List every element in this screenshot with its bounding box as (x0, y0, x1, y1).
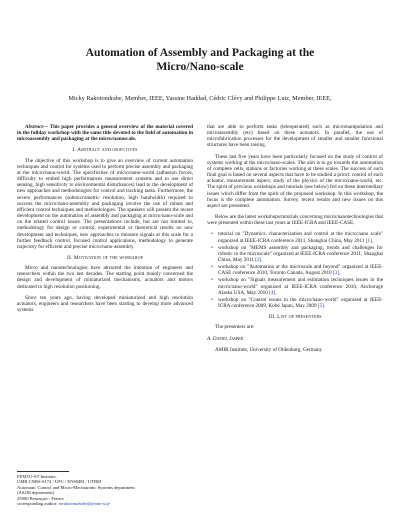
workshop-list-item: • workshop on "Signals measurement and estimation techniques issues in the micro/nano-world" organized at IEEE-ICRA conference 2010, Anchorage Alaska USA, May 2010 [4], (211, 277, 383, 296)
bullet-icon: • (211, 244, 213, 251)
title-line-2: Micro/Nano-scale (156, 60, 244, 73)
presenter-name: Daniel Jasper (212, 335, 243, 342)
presenter-entry (207, 336, 383, 342)
workshop-list (207, 231, 383, 309)
section1-paragraph: The objective of this workshop is to give an overview of current automation techniques and control for systems used to perform precise assembly and packaging at the micro/nano-world. The specificities of micro/nano-world (adhesion forces, difficulty to embed high performances measurement systems and to use direct sensing, high sensitivity to environmental disturbances) lead to the development of new approaches and methodologies for control and tracking tasks. Furthermore, the severe performances (submicrometric resolution, high bandwidth) required to success the micro/nano-assembly and packaging involve the use of robust and efficient control techniques and methodologies. The speakers will present the recent development on the automation of assembly and packaging at micro/nano-scale and on the related control issues. The presentations include, but are not limited to, methodology for design or control, experimental or theoretical results on new development and techniques, new approaches to measure signals at this scale for a further feedback control, focused control applications, methodology to generate trajectory for efficient and precise micro/nano-assembly. (17, 157, 193, 250)
bullet-icon: • (211, 296, 213, 303)
affiliation-footnote (17, 471, 193, 506)
left-column (17, 124, 193, 318)
section2-paragraph-1: Micro and nanotechnologies have attracted the intention of engineers and researchers within the two last decades. The starting point mainly concerned the design and development of miniaturized mechanisms, actuators and motors dedicated to high resolution positioning. (17, 265, 193, 290)
bullet-icon: • (211, 277, 213, 284)
abstract-text: — This paper provides a general overview of the material covered in the fullday workshop with the same title devoted to the field of automation in microassembly and packaging at the micro/nanoscale. (17, 124, 193, 143)
bullet-icon: • (211, 231, 213, 238)
footnote-line: 25000 Besançon - France (17, 495, 64, 501)
citation-link[interactable]: [5] (317, 303, 324, 310)
abstract (17, 124, 193, 142)
author-email-link[interactable]: mrakotondrabe@femto-st.fr (58, 501, 111, 507)
presenters-intro: The presenters are: (215, 324, 255, 331)
citation-link[interactable]: [4] (269, 289, 276, 296)
section2-paragraph-2: Since ten years ago, having developed miniaturized and high resolution actuators, engineers and researchers have been starting to develop more advanced systems (17, 294, 193, 314)
section-heading-3: III. List of presenters (268, 314, 322, 321)
footnote-line: UMR CNRS-6174 / UFC / ENSMM / UTBM (17, 479, 102, 485)
workshop-list-item: • workshop on "Control issues in the micro/nano-world" organized at IEEE-ICRA conference 2009, Kobé Japan, May 2009 [5]. (211, 296, 383, 310)
citation-link[interactable]: [1] (365, 237, 372, 244)
abstract-label: Abstract (25, 124, 43, 130)
citation-link[interactable]: [2] (255, 256, 262, 263)
right-paragraph-3: Below are the latest workshops/tutorials concerning micro/nanotechnologies that were presented within these last years at IEEE-ICRA and IEEE-CASE. (207, 214, 383, 227)
presenter-affiliation: AMIR Institute, University of Oldenburg, Germany (215, 346, 323, 353)
presenter-label: A. (207, 335, 213, 342)
section-heading-2: II. Motivation of the workshop (67, 254, 143, 261)
footnote-rule (17, 471, 69, 472)
paper-title (0, 46, 400, 74)
workshop-list-item: • workshop on "Automation at the microscale and beyond" organized at IEEE-CASE conference 2010, Toronto Canada, August 2010 [3], (211, 264, 383, 277)
right-paragraph-1: that are able to perform tasks (teleoperated) such as micromanipulation and microassembly (etc) based on these actuators. In parallel, the use of microfabrication processes for the development of smaller and smaller functional structures have been raising. (207, 124, 383, 149)
workshop-list-item: • workshop on "MEMS assembly and packaging: trends and challenges for robotic in the microscale" organized at IEEE-ICRA conference 2011, Shanghai China, May 2011 [2], (211, 244, 383, 263)
footnote-line: FEMTO-ST Institute, (17, 474, 57, 479)
right-column (207, 124, 383, 358)
author-list: Micky Rakotondrabe, Member, IEEE, Yassine Haddad, Cédric Clévy and Philippe Lutz, Member, IEEE, (68, 95, 332, 102)
workshop-list-item: • tutorial on "Dynamics, characterization and control at the micro/nano scale" organized at IEEE-ICRA conference 2011, Shanghai China, May 2011 [1], (211, 231, 383, 244)
section-heading-1: I. Abstract and objectives (72, 147, 138, 154)
footnote-contact (17, 501, 193, 506)
citation-link[interactable]: [3] (332, 270, 340, 277)
footnote-line: (AS2M department) (17, 490, 55, 496)
footnote-line: Automatic Control and Micro-Mechatronic Systems department (17, 484, 135, 490)
right-paragraph-2: These last five years have been particularly focused on the study of control of systems working at the micro/nano-scales. The aim is to go towards the automation of complete cells, stations or factories working at these scales. The success of such final goal is based on several aspects that have to be studied a priori: control of each actuator, measurement aspect, study of the physics of the micro/nano-world, etc. The spirit of previous workshops and tutorials (see below) fed on these intermediary issues which differ from the spirit of the proposed workshop. In this workshop, the focus is the complete automation. Survey, recent results and new issues on this aspect are presented. (207, 153, 383, 209)
title-line-1: Automation of Assembly and Packaging at the (85, 46, 315, 59)
contact-label: corresponding author: (17, 501, 59, 507)
bullet-icon: • (211, 264, 213, 271)
